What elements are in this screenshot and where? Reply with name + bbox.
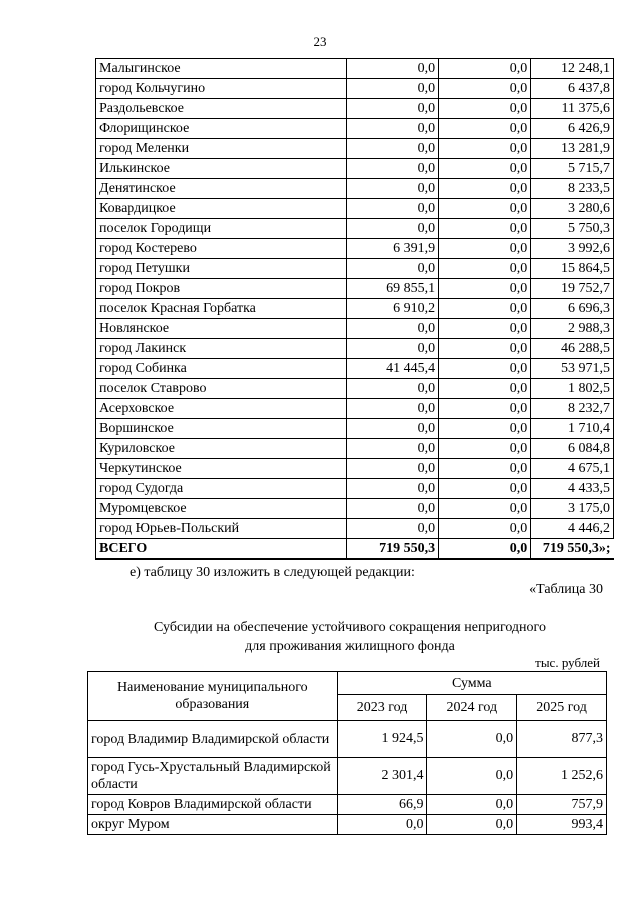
row-value-1: 0,0 xyxy=(346,139,438,159)
row-value-2: 0,0 xyxy=(439,399,531,419)
row-value-2024: 0,0 xyxy=(427,795,517,815)
row-value-1: 0,0 xyxy=(346,379,438,399)
table-row xyxy=(96,459,614,479)
row-name: поселок Ставрово xyxy=(96,379,347,399)
table-row xyxy=(88,758,607,795)
row-value-3: 4 675,1 xyxy=(531,459,614,479)
row-value-2: 0,0 xyxy=(439,319,531,339)
row-value-2024: 0,0 xyxy=(427,815,517,835)
row-value-2: 0,0 xyxy=(439,199,531,219)
row-value-1: 0,0 xyxy=(346,419,438,439)
row-value-1: 0,0 xyxy=(346,179,438,199)
table-row xyxy=(88,815,607,835)
header-year-2023: 2023 год xyxy=(337,695,427,721)
row-value-1: 41 445,4 xyxy=(346,359,438,379)
row-value-3: 19 752,7 xyxy=(531,279,614,299)
row-value-3: 12 248,1 xyxy=(531,59,614,79)
row-name: Илькинское xyxy=(96,159,347,179)
row-value-2: 0,0 xyxy=(439,519,531,539)
table-row xyxy=(96,59,614,79)
row-value-1: 0,0 xyxy=(346,499,438,519)
row-value-3: 2 988,3 xyxy=(531,319,614,339)
row-value-1: 0,0 xyxy=(346,339,438,359)
row-value-2: 0,0 xyxy=(439,59,531,79)
header-year-2024: 2024 год xyxy=(427,695,517,721)
table-label: «Таблица 30 xyxy=(529,582,603,597)
row-value-1: 0,0 xyxy=(346,519,438,539)
row-name: город Судогда xyxy=(96,479,347,499)
table-row xyxy=(96,239,614,259)
table-row xyxy=(96,79,614,99)
table-caption xyxy=(120,618,580,656)
row-value-1: 6 391,9 xyxy=(346,239,438,259)
total-row xyxy=(96,539,614,560)
row-name: Флорищинское xyxy=(96,119,347,139)
row-name: город Юрьев-Польский xyxy=(96,519,347,539)
total-value-2: 0,0 xyxy=(439,539,531,560)
row-value-1: 0,0 xyxy=(346,319,438,339)
row-value-2023: 2 301,4 xyxy=(337,758,427,795)
row-name: город Ковров Владимирской области xyxy=(88,795,338,815)
row-value-2025: 757,9 xyxy=(517,795,607,815)
municipal-table-continued xyxy=(95,58,614,560)
row-name: округ Муром xyxy=(88,815,338,835)
header-year-2025: 2025 год xyxy=(517,695,607,721)
table-row xyxy=(96,479,614,499)
row-value-2: 0,0 xyxy=(439,99,531,119)
row-name: Асерховское xyxy=(96,399,347,419)
row-value-3: 1 802,5 xyxy=(531,379,614,399)
table-row xyxy=(96,99,614,119)
row-name: Воршинское xyxy=(96,419,347,439)
row-value-3: 13 281,9 xyxy=(531,139,614,159)
row-value-2023: 66,9 xyxy=(337,795,427,815)
table-row xyxy=(96,499,614,519)
row-value-3: 11 375,6 xyxy=(531,99,614,119)
table-row xyxy=(88,795,607,815)
row-value-2: 0,0 xyxy=(439,339,531,359)
row-name: Ковардицкое xyxy=(96,199,347,219)
row-value-2025: 877,3 xyxy=(517,721,607,758)
row-value-3: 4 433,5 xyxy=(531,479,614,499)
row-value-2: 0,0 xyxy=(439,159,531,179)
table-row xyxy=(88,721,607,758)
row-value-3: 6 426,9 xyxy=(531,119,614,139)
row-name: Муромцевское xyxy=(96,499,347,519)
row-name: город Собинка xyxy=(96,359,347,379)
row-value-2: 0,0 xyxy=(439,359,531,379)
row-name: город Костерево xyxy=(96,239,347,259)
table-row xyxy=(96,379,614,399)
row-value-1: 0,0 xyxy=(346,159,438,179)
table-row xyxy=(96,119,614,139)
page-number: 23 xyxy=(313,34,327,49)
row-value-2025: 993,4 xyxy=(517,815,607,835)
row-value-3: 53 971,5 xyxy=(531,359,614,379)
caption-line-1: Субсидии на обеспечение устойчивого сокращения непригодного xyxy=(154,620,546,635)
row-value-2024: 0,0 xyxy=(427,758,517,795)
table-row xyxy=(96,219,614,239)
row-value-1: 0,0 xyxy=(346,79,438,99)
row-value-1: 0,0 xyxy=(346,219,438,239)
row-value-2023: 0,0 xyxy=(337,815,427,835)
row-name: город Владимир Владимирской области xyxy=(88,721,338,758)
row-value-1: 0,0 xyxy=(346,199,438,219)
total-value-1: 719 550,3 xyxy=(346,539,438,560)
row-value-1: 0,0 xyxy=(346,119,438,139)
subsidy-table xyxy=(87,671,607,835)
row-value-2: 0,0 xyxy=(439,259,531,279)
row-name: город Лакинск xyxy=(96,339,347,359)
table-row xyxy=(96,419,614,439)
table-row xyxy=(96,179,614,199)
table-row xyxy=(96,259,614,279)
row-value-3: 46 288,5 xyxy=(531,339,614,359)
row-value-2025: 1 252,6 xyxy=(517,758,607,795)
row-name: город Меленки xyxy=(96,139,347,159)
total-value-3: 719 550,3»; xyxy=(531,539,614,560)
table-row xyxy=(96,359,614,379)
row-value-3: 8 233,5 xyxy=(531,179,614,199)
table-row xyxy=(96,319,614,339)
row-value-1: 0,0 xyxy=(346,479,438,499)
row-value-2: 0,0 xyxy=(439,139,531,159)
row-name: Денятинское xyxy=(96,179,347,199)
row-value-3: 5 715,7 xyxy=(531,159,614,179)
table-row xyxy=(96,399,614,419)
caption-line-2: для проживания жилищного фонда xyxy=(245,639,455,654)
row-value-2: 0,0 xyxy=(439,179,531,199)
row-value-1: 0,0 xyxy=(346,59,438,79)
row-name: Куриловское xyxy=(96,439,347,459)
row-value-3: 8 232,7 xyxy=(531,399,614,419)
table-row xyxy=(96,199,614,219)
row-name: Черкутинское xyxy=(96,459,347,479)
row-value-1: 0,0 xyxy=(346,259,438,279)
row-value-2023: 1 924,5 xyxy=(337,721,427,758)
row-value-3: 15 864,5 xyxy=(531,259,614,279)
table-row xyxy=(96,159,614,179)
row-value-3: 3 992,6 xyxy=(531,239,614,259)
header-sum: Сумма xyxy=(337,672,606,695)
row-value-3: 1 710,4 xyxy=(531,419,614,439)
row-value-2024: 0,0 xyxy=(427,721,517,758)
row-name: Раздольевское xyxy=(96,99,347,119)
row-value-3: 4 446,2 xyxy=(531,519,614,539)
row-value-1: 6 910,2 xyxy=(346,299,438,319)
table-row xyxy=(96,299,614,319)
row-name: город Кольчугино xyxy=(96,79,347,99)
row-value-1: 0,0 xyxy=(346,99,438,119)
row-value-1: 0,0 xyxy=(346,459,438,479)
row-value-3: 6 696,3 xyxy=(531,299,614,319)
row-value-2: 0,0 xyxy=(439,439,531,459)
row-value-3: 6 084,8 xyxy=(531,439,614,459)
row-value-1: 0,0 xyxy=(346,399,438,419)
row-name: Малыгинское xyxy=(96,59,347,79)
table-row xyxy=(96,519,614,539)
row-value-2: 0,0 xyxy=(439,299,531,319)
row-name: поселок Городищи xyxy=(96,219,347,239)
row-value-2: 0,0 xyxy=(439,379,531,399)
row-value-2: 0,0 xyxy=(439,279,531,299)
row-value-2: 0,0 xyxy=(439,79,531,99)
header-municipality: Наименование муниципального образования xyxy=(88,672,338,721)
row-value-2: 0,0 xyxy=(439,119,531,139)
instruction-text: е) таблицу 30 изложить в следующей редакции: xyxy=(130,565,415,580)
row-name: город Покров xyxy=(96,279,347,299)
row-name: Новлянское xyxy=(96,319,347,339)
total-label: ВСЕГО xyxy=(96,539,347,560)
row-value-2: 0,0 xyxy=(439,499,531,519)
table-row xyxy=(96,139,614,159)
units-label: тыс. рублей xyxy=(535,655,600,670)
row-value-3: 3 175,0 xyxy=(531,499,614,519)
row-value-2: 0,0 xyxy=(439,219,531,239)
row-value-2: 0,0 xyxy=(439,479,531,499)
table-row xyxy=(96,279,614,299)
table-row xyxy=(96,339,614,359)
table-row xyxy=(96,439,614,459)
row-value-3: 3 280,6 xyxy=(531,199,614,219)
row-value-1: 69 855,1 xyxy=(346,279,438,299)
row-name: город Гусь-Хрустальный Владимирской области xyxy=(88,758,338,795)
row-value-3: 6 437,8 xyxy=(531,79,614,99)
row-value-2: 0,0 xyxy=(439,419,531,439)
row-name: поселок Красная Горбатка xyxy=(96,299,347,319)
row-value-2: 0,0 xyxy=(439,239,531,259)
row-name: город Петушки xyxy=(96,259,347,279)
row-value-1: 0,0 xyxy=(346,439,438,459)
row-value-2: 0,0 xyxy=(439,459,531,479)
row-value-3: 5 750,3 xyxy=(531,219,614,239)
